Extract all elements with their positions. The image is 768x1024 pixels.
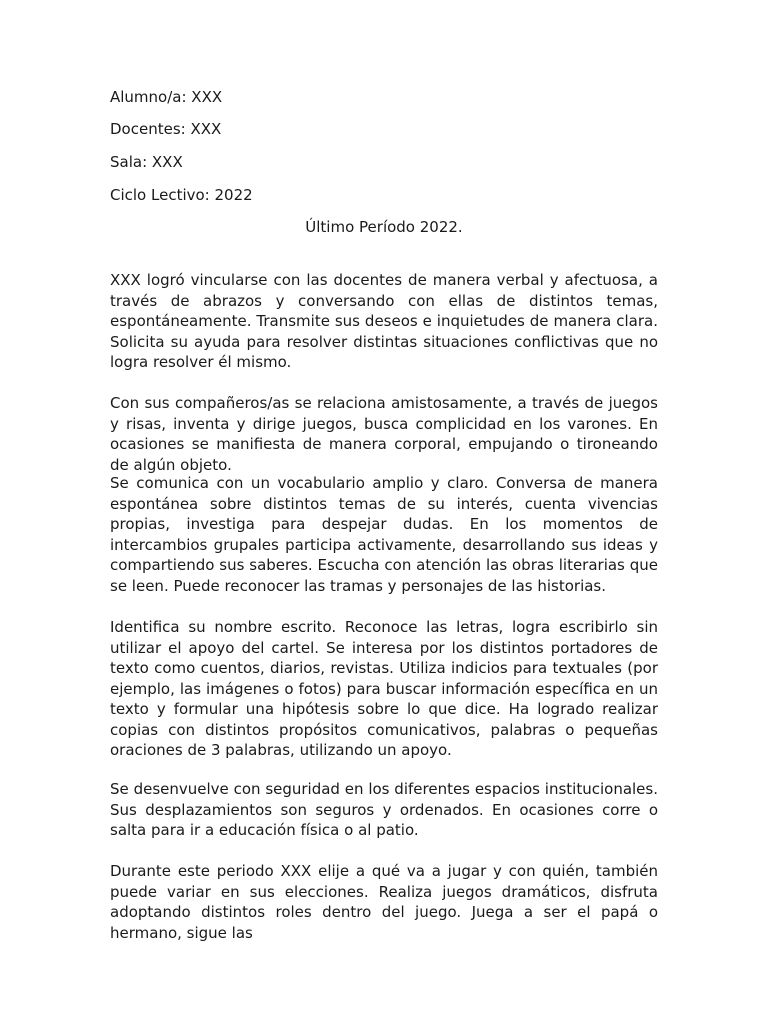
paragraph-play: Durante este periodo XXX elije a qué va a jugar y con quién, también puede variar en sus elecciones. Realiza juegos dramáticos, disfruta adoptando distintos roles dentro del juego. Juega a ser el papá o hermano, sigue las (110, 862, 658, 942)
paragraph-peers: Con sus compañeros/as se relaciona amistosamente, a través de juegos y risas, inventa y dirige juegos, busca complicidad en los varones. En ocasiones se manifiesta de manera corporal, empujando o tironeando de algún objeto. (110, 394, 658, 474)
student-name-line: Alumno/a: XXX (110, 88, 223, 106)
paragraph-language: Se comunica con un vocabulario amplio y claro. Conversa de manera espontánea sobre distintos temas de su interés, cuenta vivencias propias, investiga para despejar dudas. En los momentos de intercambios grupales participa activamente, desarrollando sus ideas y compartiendo sus saberes. Escucha con atención las obras literarias que se leen. Puede reconocer las tramas y personajes de las historias. (110, 474, 658, 595)
paragraph-bonding: XXX logró vincularse con las docentes de manera verbal y afectuosa, a través de abrazos y conversando con ellas de distintos temas, espontáneamente. Transmite sus deseos e inquietudes de manera clara. Solicita su ayuda para resolver distintas situaciones conflictivas que no logra resolver él mismo. (110, 271, 658, 371)
paragraph-mobility: Se desenvuelve con seguridad en los diferentes espacios institucionales. Sus desplazamientos son seguros y ordenados. En ocasiones corre o salta para ir a educación física o al patio. (110, 780, 658, 839)
paragraph-literacy: Identifica su nombre escrito. Reconoce las letras, logra escribirlo sin utilizar el apoyo del cartel. Se interesa por los distintos portadores de texto como cuentos, diarios, revistas. Utiliza indicios para textuales (por ejemplo, las imágenes o fotos) para buscar información específica en un texto y formular una hipótesis sobre lo que dice. Ha logrado realizar copias con distintos propósitos comunicativos, palabras o pequeñas oraciones de 3 palabras, utilizando un apoyo. (110, 618, 658, 759)
report-title: Último Período 2022. (305, 218, 463, 236)
classroom-line: Sala: XXX (110, 153, 183, 171)
teachers-line: Docentes: XXX (110, 120, 222, 138)
school-year-line: Ciclo Lectivo: 2022 (110, 186, 253, 204)
